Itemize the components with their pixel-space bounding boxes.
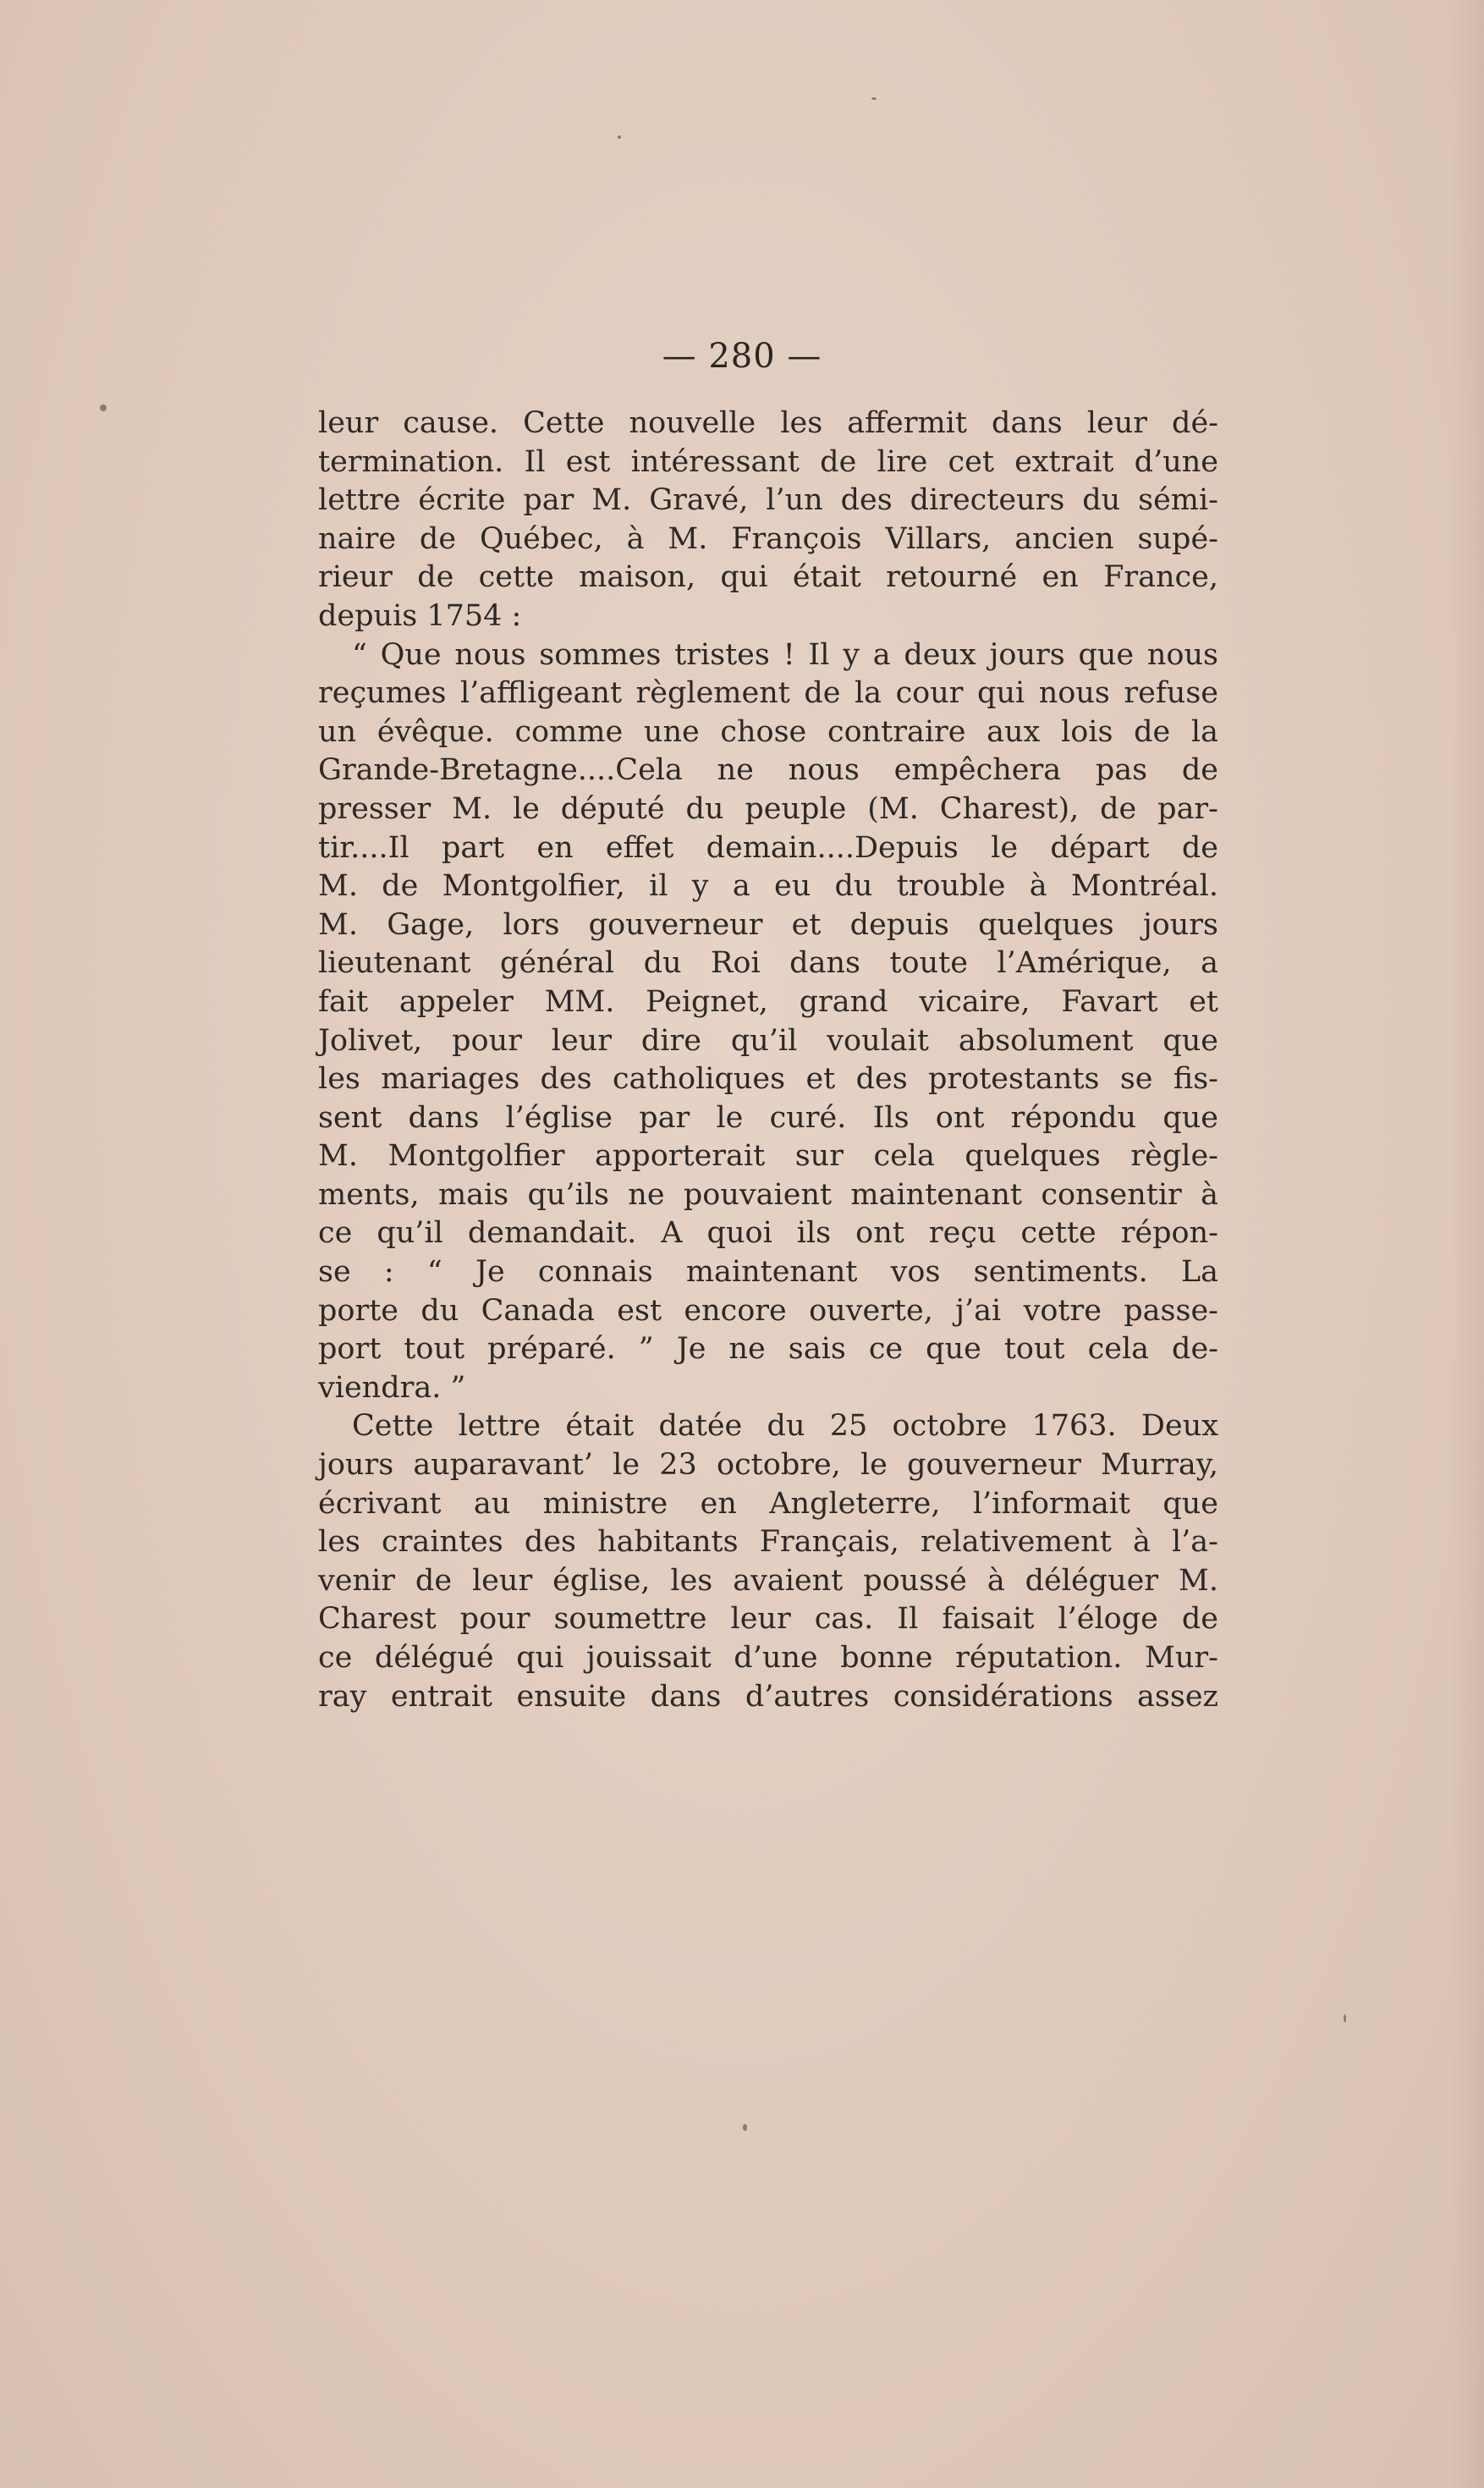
text-line: depuis 1754 : [318,598,522,633]
text-line: lieutenant général du Roi dans toute l’Amérique, a [318,946,1218,981]
text-line: fait appeler MM. Peignet, grand vicaire, Favart et [318,984,1218,1019]
text-line: leur cause. Cette nouvelle les affermit dans leur dé- [318,406,1218,440]
text-line: port tout préparé. ” Je ne sais ce que tout cela de- [318,1332,1218,1367]
text-line: viendra. ” [318,1370,466,1405]
text-line: M. de Montgolfier, il y a eu du trouble à Montréal. [318,869,1218,904]
paper-speck [1344,2014,1346,2023]
text-line: reçumes l’affligeant règlement de la cour qui nous refuse [318,676,1218,711]
text-line: les craintes des habitants Français, relativement à l’a- [318,1525,1218,1560]
text-line: ray entrait ensuite dans d’autres considérations assez [318,1679,1218,1714]
text-line: termination. Il est intéressant de lire cet extrait d’une [318,444,1218,479]
text-line: ments, mais qu’ils ne pouvaient maintenant consentir à [318,1177,1218,1212]
paper-speck [100,405,107,411]
text-line: “ Que nous sommes tristes ! Il y a deux jours que nous [352,637,1218,672]
text-line: porte du Canada est encore ouverte, j’ai votre passe- [318,1293,1218,1328]
paper-speck [871,97,877,100]
text-line: Cette lettre était datée du 25 octobre 1763. Deux [352,1409,1218,1444]
text-line: sent dans l’église par le curé. Ils ont répondu que [318,1100,1218,1135]
text-line: écrivant au ministre en Angleterre, l’informait que [318,1486,1218,1521]
page-number: — 280 — [662,337,822,376]
paper-speck [618,135,621,139]
text-line: lettre écrite par M. Gravé, l’un des directeurs du sémi- [318,483,1218,518]
text-line: ce qu’il demandait. A quoi ils ont reçu cette répon- [318,1216,1218,1251]
text-line: les mariages des catholiques et des protestants se fis- [318,1062,1218,1097]
text-line: Charest pour soumettre leur cas. Il faisait l’éloge de [318,1602,1218,1637]
text-line: rieur de cette maison, qui était retourné en France, [318,560,1218,595]
text-line: jours auparavant’ le 23 octobre, le gouverneur Murray, [318,1448,1218,1483]
body-text [318,405,1218,1716]
text-line: un évêque. comme une chose contraire aux lois de la [318,714,1218,749]
text-line: naire de Québec, à M. François Villars, ancien supé- [318,521,1218,556]
text-line: Jolivet, pour leur dire qu’il voulait absolument que [318,1023,1218,1058]
text-line: M. Gage, lors gouverneur et depuis quelques jours [318,907,1218,942]
paper-speck [743,2124,747,2131]
text-line: ce délégué qui jouissait d’une bonne réputation. Mur- [318,1641,1218,1675]
text-line: presser M. le député du peuple (M. Charest), de par- [318,791,1218,826]
text-line: se : “ Je connais maintenant vos sentiments. La [318,1255,1218,1290]
text-line: venir de leur église, les avaient poussé à déléguer M. [318,1563,1218,1598]
text-line: tir....Il part en effet demain....Depuis le départ de [318,830,1218,865]
text-line: Grande-Bretagne....Cela ne nous empêchera pas de [318,753,1218,788]
text-line: M. Montgolfier apporterait sur cela quelques règle- [318,1139,1218,1174]
